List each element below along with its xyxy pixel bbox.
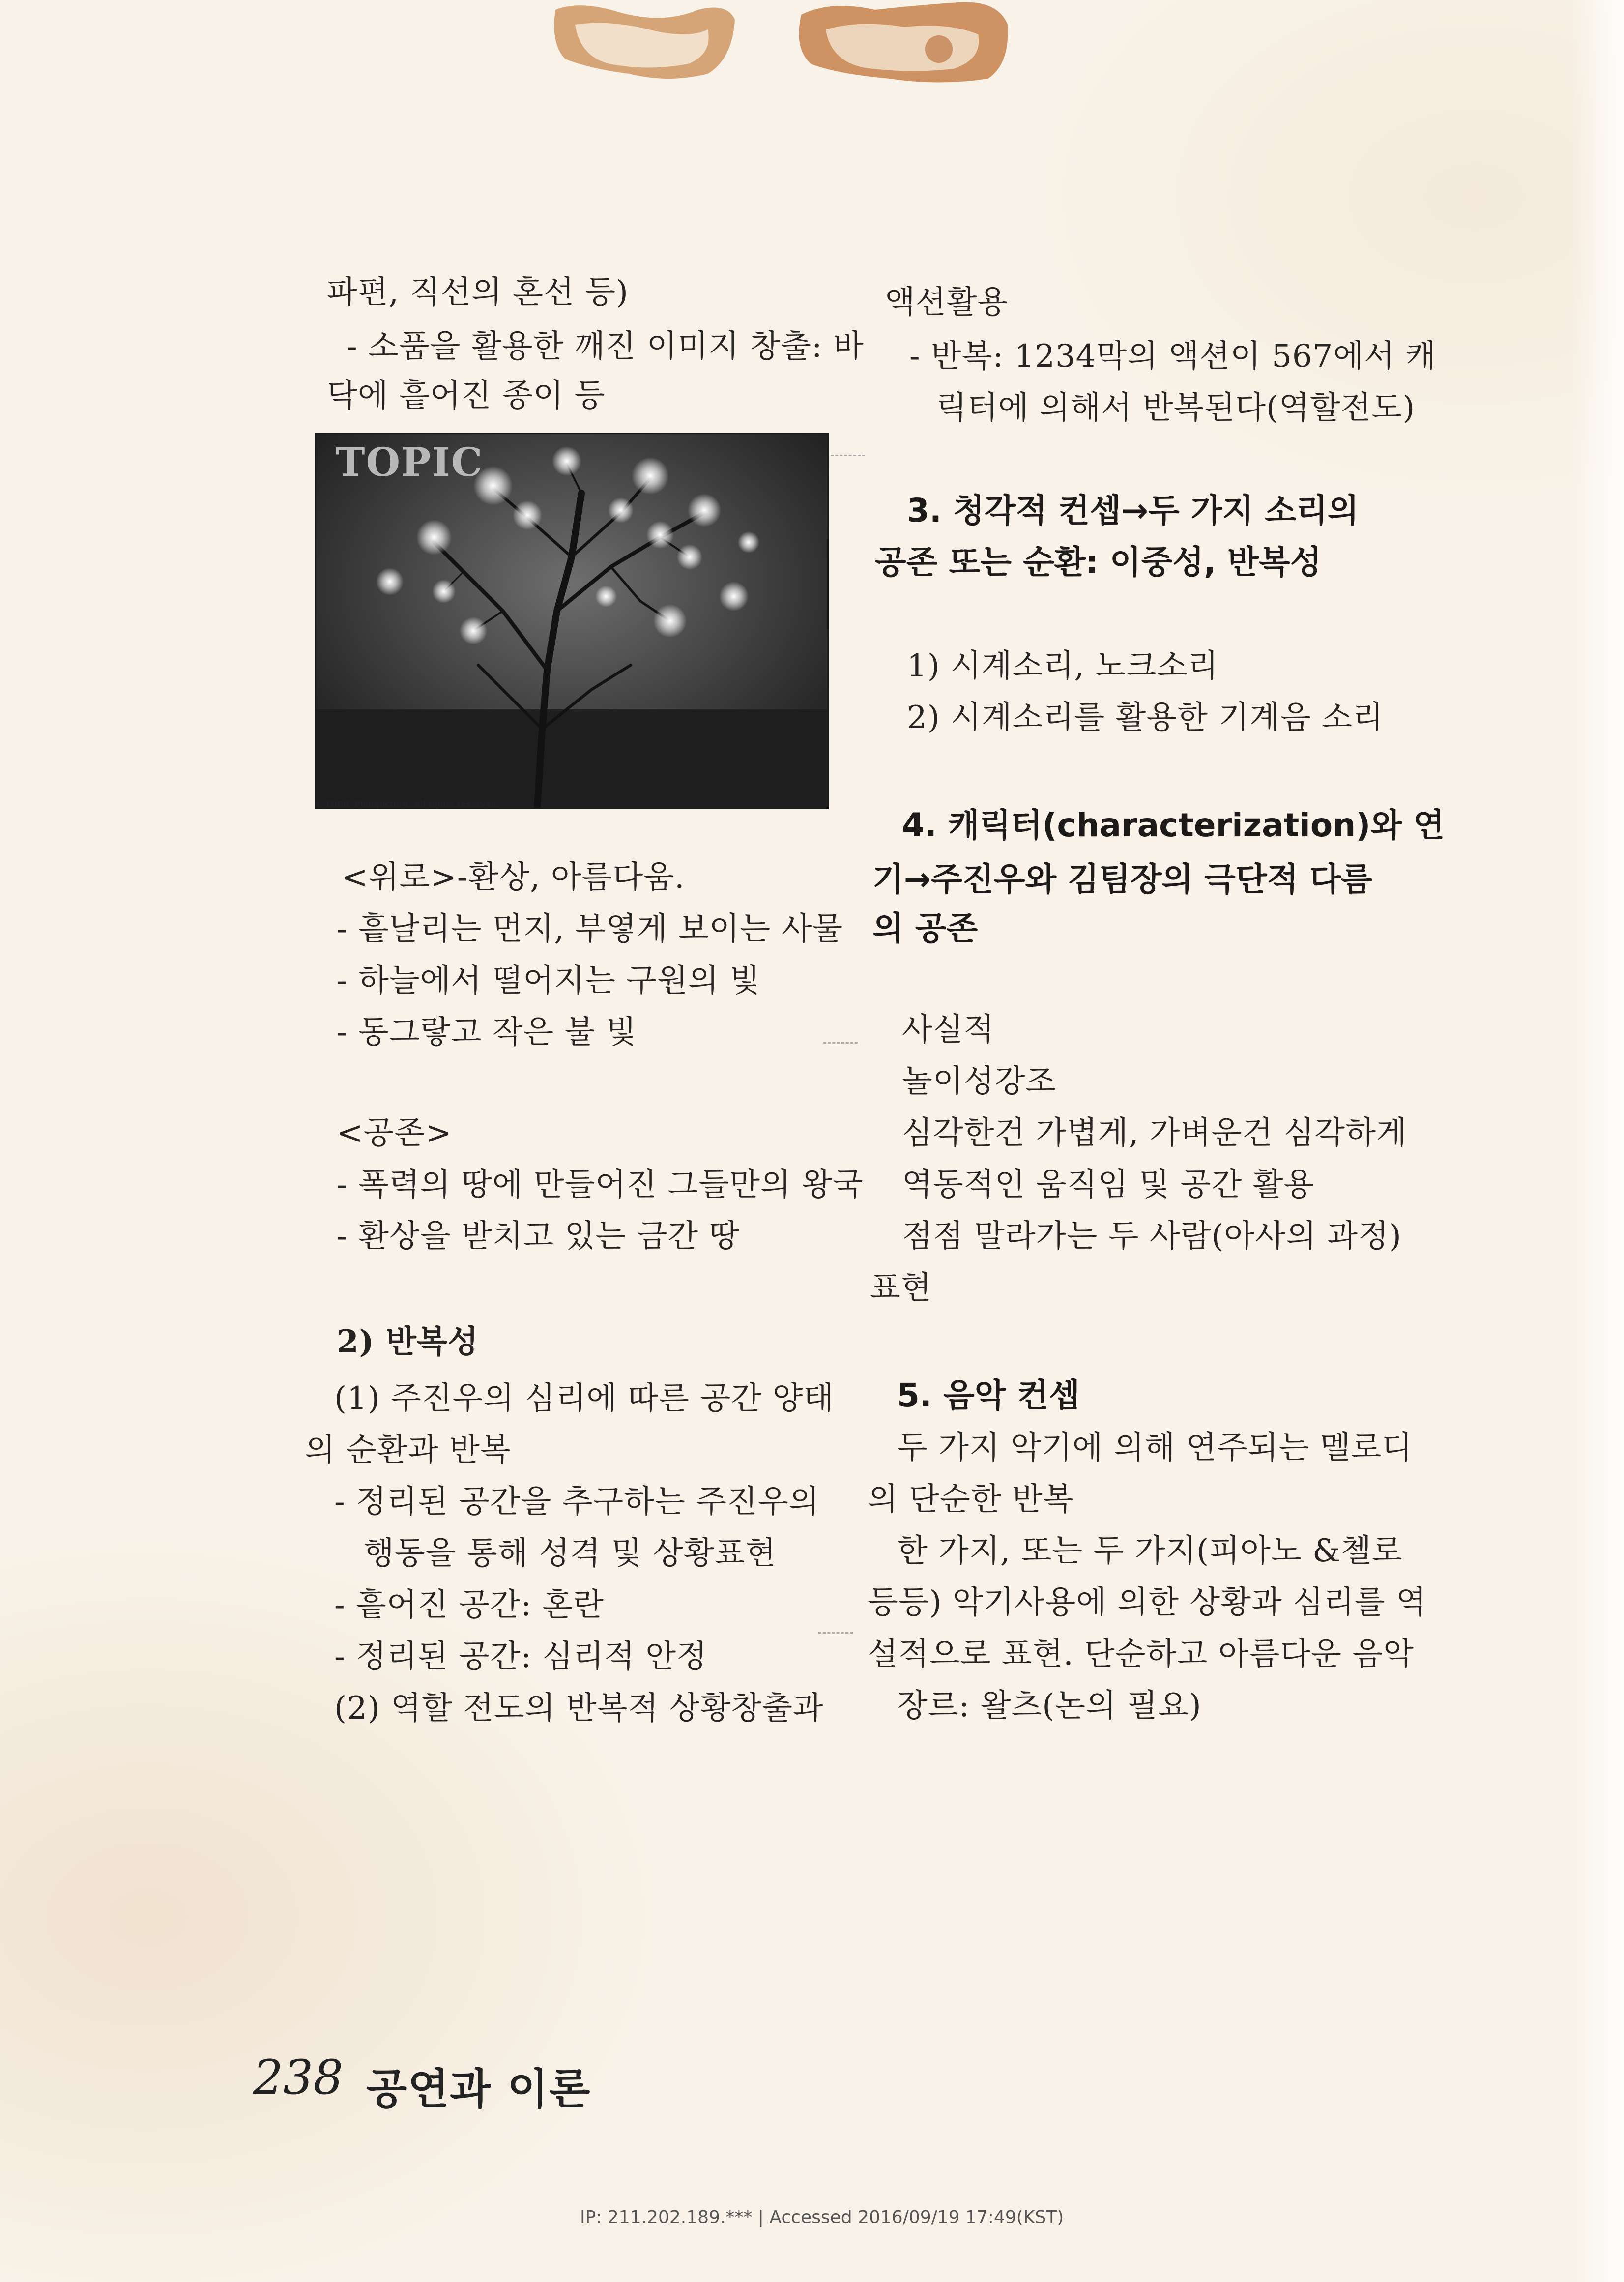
text-line: (2) 역할 전도의 반복적 상황창출과 [334, 1690, 824, 1726]
text-line: - 정리된 공간을 추구하는 주진우의 [334, 1484, 820, 1520]
text-line: 2) 시계소리를 활용한 기계음 소리 [907, 700, 1384, 736]
divider-mark [818, 1632, 853, 1634]
section-heading: 3. 청각적 컨셉→두 가지 소리의 [907, 492, 1359, 529]
text-line: - 흩날리는 먼지, 부옇게 보이는 사물 [337, 911, 843, 947]
section-heading: 기→주진우와 김팀장의 극단적 다름 [872, 860, 1372, 898]
text-line: 파편, 직선의 혼선 등) [327, 274, 629, 311]
tree-image [316, 434, 827, 808]
text-line: 역동적인 움직임 및 공간 활용 [902, 1167, 1315, 1203]
tree-photo [315, 433, 829, 809]
text-line: (1) 주진우의 심리에 따른 공간 양태 [334, 1380, 835, 1417]
divider-mark [831, 455, 865, 456]
section-heading: 의 공존 [872, 909, 978, 947]
text-line: 장르: 왈츠(논의 필요) [897, 1688, 1202, 1724]
page-number: 238 [253, 2050, 344, 2105]
section-heading: 5. 음악 컨셉 [897, 1376, 1080, 1414]
text-line: 점점 말라가는 두 사람(아사의 과정) [902, 1218, 1402, 1255]
access-watermark: IP: 211.202.189.*** | Accessed 2016/09/19 17:49(KST) [580, 2207, 1064, 2227]
text-line: 의 순환과 반복 [305, 1432, 511, 1468]
text-line: - 소품을 활용한 깨진 이미지 창출: 바 [347, 328, 864, 365]
photo-logo: TOPIC [336, 439, 484, 485]
text-line: 릭터에 의해서 반복된다(역할전도) [936, 390, 1416, 426]
burn-mark [551, 0, 737, 84]
text-line: - 환상을 받치고 있는 금간 땅 [337, 1218, 740, 1255]
text-line: 설적으로 표현. 단순하고 아름다운 음악 [868, 1636, 1414, 1672]
text-line: <공존> [337, 1115, 452, 1151]
text-line: 한 가지, 또는 두 가지(피아노 &첼로 [897, 1533, 1403, 1569]
text-line: - 동그랗고 작은 불 빛 [337, 1014, 637, 1051]
text-line: 사실적 [902, 1012, 995, 1048]
text-line: - 하늘에서 떨어지는 구원의 빛 [337, 963, 760, 999]
text-line: - 반복: 1234막의 액션이 567에서 캐 [909, 338, 1437, 375]
text-line: <위로>-환상, 아름다움. [342, 859, 685, 896]
section-heading: 2) 반복성 [337, 1323, 479, 1360]
text-line: 심각한건 가볍게, 가벼운건 심각하게 [902, 1115, 1407, 1151]
text-line: - 흩어진 공간: 혼란 [334, 1587, 604, 1623]
burn-mark [791, 0, 1013, 84]
text-line: 1) 시계소리, 노크소리 [907, 648, 1219, 684]
text-line: 액션활용 [885, 284, 1009, 321]
divider-mark [823, 1042, 858, 1044]
text-line: 의 단순한 반복 [868, 1481, 1074, 1518]
text-line: 놀이성강조 [902, 1063, 1057, 1100]
section-heading: 공존 또는 순환: 이중성, 반복성 [875, 543, 1322, 581]
text-line: - 폭력의 땅에 만들어진 그들만의 왕국 [337, 1167, 864, 1203]
paper-edge [1570, 0, 1624, 2282]
text-line: 표현 [870, 1270, 932, 1306]
text-line: 등등) 악기사용에 의한 상황과 심리를 역 [868, 1584, 1427, 1621]
journal-title: 공연과 이론 [366, 2065, 591, 2114]
text-line: - 정리된 공간: 심리적 안정 [334, 1638, 707, 1675]
text-line: 행동을 통해 성격 및 상황표현 [364, 1535, 777, 1572]
section-heading: 4. 캐릭터(characterization)와 연 [902, 806, 1445, 844]
text-line: 닥에 흩어진 종이 등 [327, 378, 606, 414]
text-line: 두 가지 악기에 의해 연주되는 멜로디 [897, 1430, 1413, 1466]
photo-credit: © TOPIC/Plainpicture. All rights reserved. [315, 799, 499, 809]
